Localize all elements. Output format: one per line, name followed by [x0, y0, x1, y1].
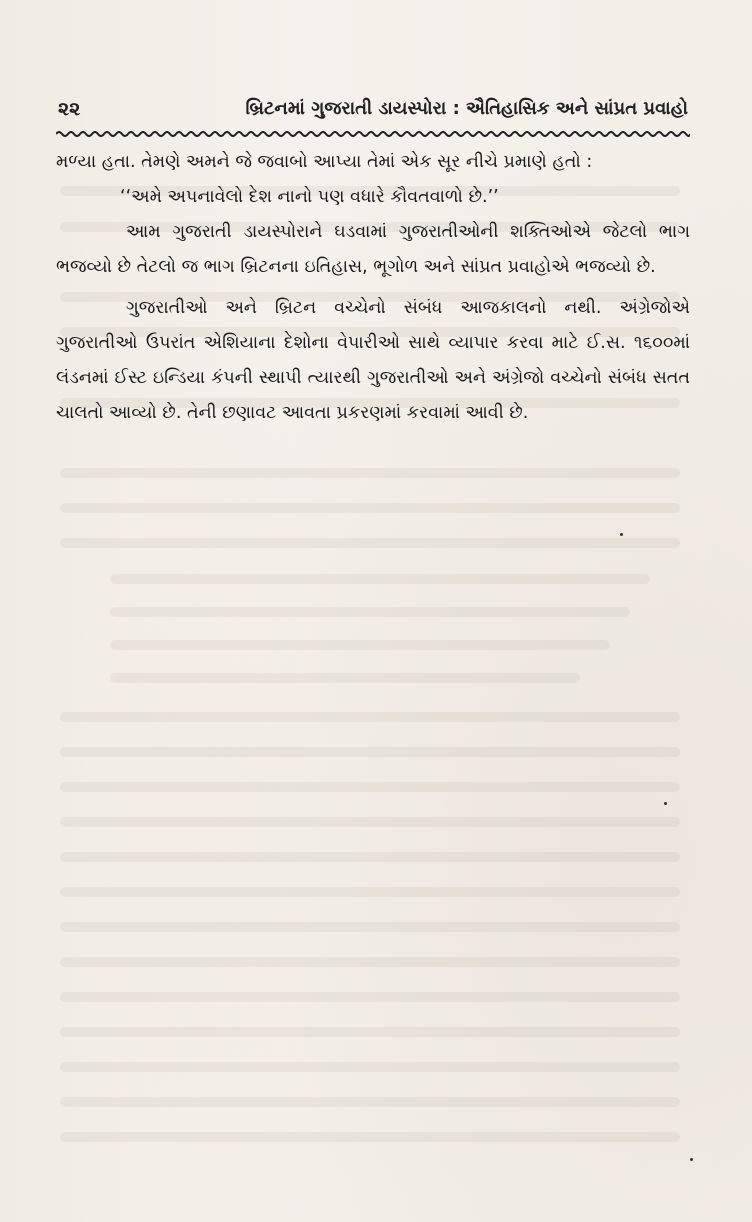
bleed-through-line — [60, 817, 680, 827]
block-quote: ‘‘અમે અપનાવેલો દેશ નાનો પણ વધારે કૌવતવાળો છે.’’ — [120, 187, 499, 207]
bleed-through-line — [60, 1027, 680, 1037]
bleed-through-line — [60, 1062, 680, 1072]
bleed-through-line — [60, 503, 680, 513]
bleed-through-line — [60, 782, 680, 792]
bleed-through-line — [60, 468, 680, 478]
bleed-through-line — [60, 1097, 680, 1107]
page-header — [58, 98, 688, 126]
speck — [620, 533, 623, 536]
bleed-through-line — [110, 640, 610, 650]
speck — [664, 802, 667, 805]
continuation-line: મળ્યા હતા. તેમણે અમને જે જવાબો આપ્યા તેમાં એક સૂર નીચે પ્રમાણે હતો : — [56, 152, 593, 172]
speck — [690, 1158, 693, 1161]
body-text — [56, 145, 690, 431]
bleed-through-line — [60, 747, 680, 757]
bleed-through-line — [60, 1132, 680, 1142]
wavy-header-rule — [56, 130, 690, 138]
page-number: ૨૨ — [58, 98, 81, 120]
bleed-through-line — [60, 712, 680, 722]
bleed-through-line — [60, 887, 680, 897]
paragraph-1: આમ ગુજરાતી ડાયસ્પોરાને ઘડવામાં ગુજરાતીઓની શક્તિઓએ જેટલો ભાગ ભજવ્યો છે તેટલો જ ભાગ બ્રિટનના ઇતિહાસ, ભૂગોળ અને સાંપ્રત પ્રવાહોએ ભજવ્યો છે. — [56, 222, 690, 277]
bleed-through-line — [60, 852, 680, 862]
bleed-through-line — [60, 957, 680, 967]
bleed-through-line — [60, 922, 680, 932]
bleed-through-line — [60, 538, 680, 548]
running-title: બ્રિટનમાં ગુજરાતી ડાયસ્પોરા : ઐતિહાસિક અને સાંપ્રત પ્રવાહો — [245, 98, 688, 119]
paragraph-2: ગુજરાતીઓ અને બ્રિટન વચ્ચેનો સંબંધ આજકાલનો નથી. અંગ્રેજોએ ગુજરાતીઓ ઉપરાંત એશિયાના દેશોના વેપારીઓ સાથે વ્યાપાર કરવા માટે ઈ.સ. ૧૬૦૦માં લંડનમાં ઈસ્ટ ઇન્ડિયા કંપની સ્થાપી ત્યારથી ગુજરાતીઓ અને અંગ્રેજો વચ્ચેનો સંબંધ સતત ચાલતો આવ્યો છે. તેની છણાવટ આવતા પ્રકરણમાં કરવામાં આવી છે. — [56, 298, 690, 423]
bleed-through-line — [110, 607, 630, 617]
bleed-through-line — [110, 673, 580, 683]
bleed-through-line — [60, 992, 680, 1002]
bleed-through-line — [110, 574, 650, 584]
